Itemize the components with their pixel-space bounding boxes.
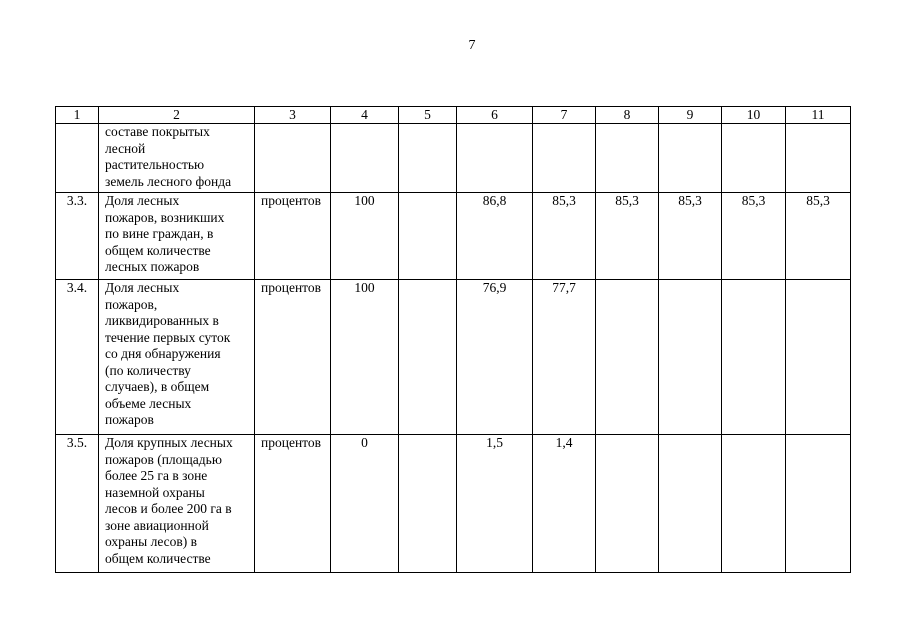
indicator-name <box>99 435 255 573</box>
indicator-name-line: пожаров, возникших <box>105 209 225 225</box>
value-cell <box>596 124 659 193</box>
value-cell <box>399 435 457 573</box>
value-cell <box>399 280 457 435</box>
value-cell <box>722 280 786 435</box>
row-number: 3.3. <box>56 193 99 280</box>
indicator-name-line: по вине граждан, в <box>105 226 214 241</box>
column-number-header: 9 <box>659 107 722 124</box>
value-cell <box>659 280 722 435</box>
value-cell <box>596 280 659 435</box>
row-number: 3.5. <box>56 435 99 573</box>
column-number-header: 5 <box>399 107 457 124</box>
column-number-header: 4 <box>331 107 399 124</box>
value-cell <box>533 124 596 193</box>
value-cell: 1,5 <box>457 435 533 573</box>
indicator-name <box>99 193 255 280</box>
column-number-header: 3 <box>255 107 331 124</box>
value-cell: 85,3 <box>722 193 786 280</box>
value-cell: 77,7 <box>533 280 596 435</box>
indicator-name <box>99 124 255 193</box>
value-cell <box>786 124 851 193</box>
value-cell <box>596 435 659 573</box>
value-cell <box>722 124 786 193</box>
indicator-name-line: течение первых суток <box>105 329 231 345</box>
value-cell: 86,8 <box>457 193 533 280</box>
indicator-name-line: Доля лесных <box>105 193 180 208</box>
indicator-name-line: лесной <box>105 140 146 156</box>
value-cell: 85,3 <box>786 193 851 280</box>
value-cell: 76,9 <box>457 280 533 435</box>
column-number-header: 11 <box>786 107 851 124</box>
value-cell: 100 <box>331 193 399 280</box>
indicator-name <box>99 280 255 435</box>
indicator-name-line: наземной охраны <box>105 484 205 500</box>
value-cell: 0 <box>331 435 399 573</box>
indicator-name-line: растительностью <box>105 157 205 172</box>
column-number-header: 7 <box>533 107 596 124</box>
column-number-header: 6 <box>457 107 533 124</box>
value-cell: 85,3 <box>659 193 722 280</box>
column-number-header: 1 <box>56 107 99 124</box>
value-cell <box>659 435 722 573</box>
row-number: 3.4. <box>56 280 99 435</box>
value-cell <box>659 124 722 193</box>
data-table <box>55 106 851 573</box>
value-cell <box>786 280 851 435</box>
indicator-name-line: общем количестве <box>105 550 211 566</box>
table-row <box>56 435 851 573</box>
indicator-name-line: пожаров <box>105 412 154 427</box>
indicator-name-line: (по количеству <box>105 362 191 378</box>
value-cell: 85,3 <box>596 193 659 280</box>
indicator-name-line: пожаров, <box>105 296 158 312</box>
value-cell: 100 <box>331 280 399 435</box>
indicator-name-line: более 25 га в зоне <box>105 468 208 483</box>
indicator-name-line: объеме лесных <box>105 395 192 411</box>
indicator-name-line: общем количестве <box>105 242 211 258</box>
indicator-name-line: лесных пожаров <box>105 259 200 274</box>
table-row <box>56 193 851 280</box>
value-cell <box>457 124 533 193</box>
indicator-name-line: Доля лесных <box>105 280 180 295</box>
value-cell <box>722 435 786 573</box>
column-number-header: 8 <box>596 107 659 124</box>
indicator-name-line: со дня обнаружения <box>105 346 221 361</box>
indicator-name-line: случаев), в общем <box>105 379 210 394</box>
unit-cell: процентов <box>255 193 331 280</box>
header-row <box>56 107 851 124</box>
value-cell: 1,4 <box>533 435 596 573</box>
indicator-name-line: ликвидированных в <box>105 313 219 328</box>
indicator-name-line: пожаров (площадью <box>105 451 222 467</box>
unit-cell <box>255 124 331 193</box>
unit-cell: процентов <box>255 435 331 573</box>
table-row <box>56 124 851 193</box>
indicator-name-line: составе покрытых <box>105 124 210 139</box>
indicator-name-line: земель лесного фонда <box>105 173 232 189</box>
value-cell <box>399 124 457 193</box>
value-cell: 85,3 <box>533 193 596 280</box>
column-number-header: 10 <box>722 107 786 124</box>
indicator-name-line: лесов и более 200 га в <box>105 501 232 516</box>
column-number-header: 2 <box>99 107 255 124</box>
indicator-name-line: охраны лесов) в <box>105 534 198 549</box>
indicator-name-line: Доля крупных лесных <box>105 435 233 450</box>
value-cell <box>786 435 851 573</box>
indicator-name-line: зоне авиационной <box>105 517 209 533</box>
unit-cell: процентов <box>255 280 331 435</box>
table-row <box>56 280 851 435</box>
value-cell <box>331 124 399 193</box>
row-number <box>56 124 99 193</box>
page-number: 7 <box>468 38 476 53</box>
value-cell <box>399 193 457 280</box>
